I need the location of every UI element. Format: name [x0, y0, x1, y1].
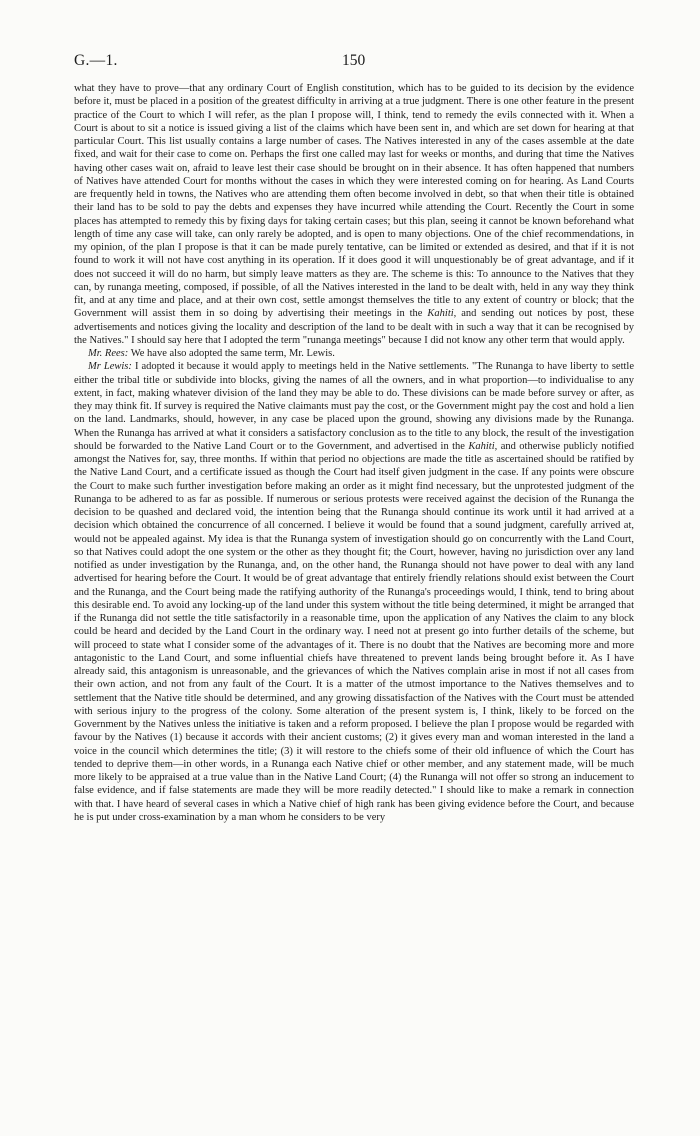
text-run: what they have to prove—that any ordinary Court of English constitution, which has to be guided to its decision by the evidence before it, must be placed in a position of the greatest difficulty in arriving at a true judgment. There is one other feature in the present practice of the Court to which I will refer, as the plan I propose will, I think, tend to remedy the evils connected with it. When a Court is about to sit a notice is issued giving a list of the claims which have been sent in, and which are set down for hearing at that particular Court. This list usually contains a large number of cases. The Natives interested in any of the cases assemble at the date fixed, and wait for their case to come on. Perhaps the first one called may last for weeks or months, and during that time the Natives having other cases wait on, afraid to leave lest their case should be brought on in their absence. It has often happened that numbers of Natives have attended Court for months without the cases in which they were interested coming on for hearing. As Land Courts are frequently held in towns, the Natives who are attending them often become involved in debt, so that when their title is obtained their land has to be sold to pay the debts and expenses they have incurred while attending the Court. Recently the Court in some places has attempted to remedy this by fixing days for taking certain cases; but this plan, seeing it cannot be known beforehand what length of time any case will take, can only rarely be adopted, and is open to many objections. One of the chief recommendations, in my opinion, of the plan I propose is that it can be made purely tentative, can be limited or extended as desired, and that if it is not found to work it will not have cost anything in its operation. If it does good it will unquestionably be of great advantage, and if it does not succeed it will do no harm, but simply leave matters as they are. The scheme is this: To announce to the Natives that they can, by runanga meeting, composed, if possible, of all the Natives interested in the land to be dealt with, held in any way they think fit, and at any time and place, and at their own cost, settle amongst themselves the title to any extent of country or block; that the Government will assist them in so doing by advertising their meetings in the	[74, 83, 634, 320]
speaker-name: Mr. Rees:	[88, 348, 129, 359]
document-reference: G.—1.	[74, 52, 118, 69]
text-run: and sending out notices by post, these advertisements and notices giving the locality and description of the land to be dealt with in such a way that it can be recognised by the Natives." I should say here that I adopted the term "runanga meetings" because I did not know any other term that would apply.	[74, 308, 635, 346]
italic-term: Kahiti,	[427, 308, 457, 320]
paragraph	[74, 347, 634, 360]
text-run: We have also adopted the same term, Mr. Lewis.	[130, 348, 335, 359]
page-header	[74, 52, 638, 76]
body-text	[74, 82, 634, 824]
page-number: 150	[342, 52, 366, 69]
paragraph	[74, 82, 634, 347]
text-run: I adopted it because it would apply to meetings held in the Native settlements. "The Runanga to have liberty to settle either the tribal title or subdivide into blocks, giving the names of all the owners, and in what proportion—to individualise to any extent, in fact, making whatever division of the land they may be able to do. These divisions can be made before survey or after, as they may think fit. If survey is required the Native claimants must pay the cost, or the Government might pay the cost and hold a lien on the land. Landmarks, should, however, in any case be placed upon the ground, showing any divisions made by the Runanga. When the Runanga has arrived at what it considers a satisfactory conclusion as to the title to any block, the result of the investigation should be forwarded to the Native Land Court or to the Government, and advertised in the	[74, 361, 635, 452]
italic-term: Kahiti,	[468, 440, 498, 452]
paragraph	[74, 360, 634, 824]
text-run: and otherwise publicly notified amongst the Natives for, say, three months. If within that period no objections are made the title as ascertained should be ratified by the Native Land Court, and a certificate issued as though the Court had itself given judgment in the case. If any points were obscure the Court to make such further investigation before making an order as it might find necessary, but the unprotested judgment of the Runanga to be adhered to as far as possible. If numerous or serious protests were received against the decision of the Runanga the decision to be quashed and declared void, the intention being that the Runanga should continue its work until it had arrived at a decision which obtained the concurrence of all concerned. I believe it would be found that a sound judgment, carefully arrived at, would not be appealed against. My idea is that the Runanga system of investigation should go on concurrently with the Land Court, so that Natives could adopt the one system or the other as they thought fit; the Court, however, having no jurisdiction over any land notified as under investigation by the Runanga, and, on the other hand, the Runanga should not have power to deal with any land advertised for hearing before the Court. It would be of great advantage that entirely friendly relations should exist between the Court and the Runanga, and the Court being made the ratifying authority of the Runanga's proceedings would, I think, tend to bring about this desirable end. To avoid any locking-up of the land under this system without the title being determined, it might be arranged that if the Runanga did not settle the title satisfactorily in a reasonable time, upon the application of any Natives the claim to any block could be heard and decided by the Land Court in the ordinary way. I need not at present go into further details of the scheme, but will proceed to state what I consider some of the advantages of it. There is no doubt that the Natives are becoming more and more antagonistic to the Land Court, and some influential chiefs have threatened to prevent lands being brought before it. As I have already said, this antagonism is unreasonable, and the grievances of which the Natives complain arise in most if not all cases from their own action, and not from any fault of the Court. It is a matter of the utmost importance to the Natives themselves and to settlement that the Native title should be determined, and any growing dissatisfaction of the Natives with the Court must be attended with serious injury to the progress of the colony. Some alteration of the present system is, I think, likely to be forced on the Government by the Natives unless the initiative is taken and a reform proposed. I believe the plan I propose would be regarded with favour by the Natives (1) because it accords with their ancient customs; (2) it gives every man and woman interested in the land a voice in the council which determines the title; (3) it will restore to the chiefs some of their old influence of which the Court has tended to deprive them—in other words, in a Runanga each Native chief or other member, and any statement made, will be much more likely to be appraised at a true value than in the Native Land Court; (4) the Runanga will not offer so strong an inducement to false evidence, and if false statements are made they will be more readily detected." I should like to make a remark in connection with that. I have heard of several cases in which a Native chief of high rank has been giving evidence before the Court, and because he is put under cross-examination by a man whom he considers to be very	[74, 440, 635, 823]
speaker-name: Mr Lewis:	[88, 361, 132, 373]
